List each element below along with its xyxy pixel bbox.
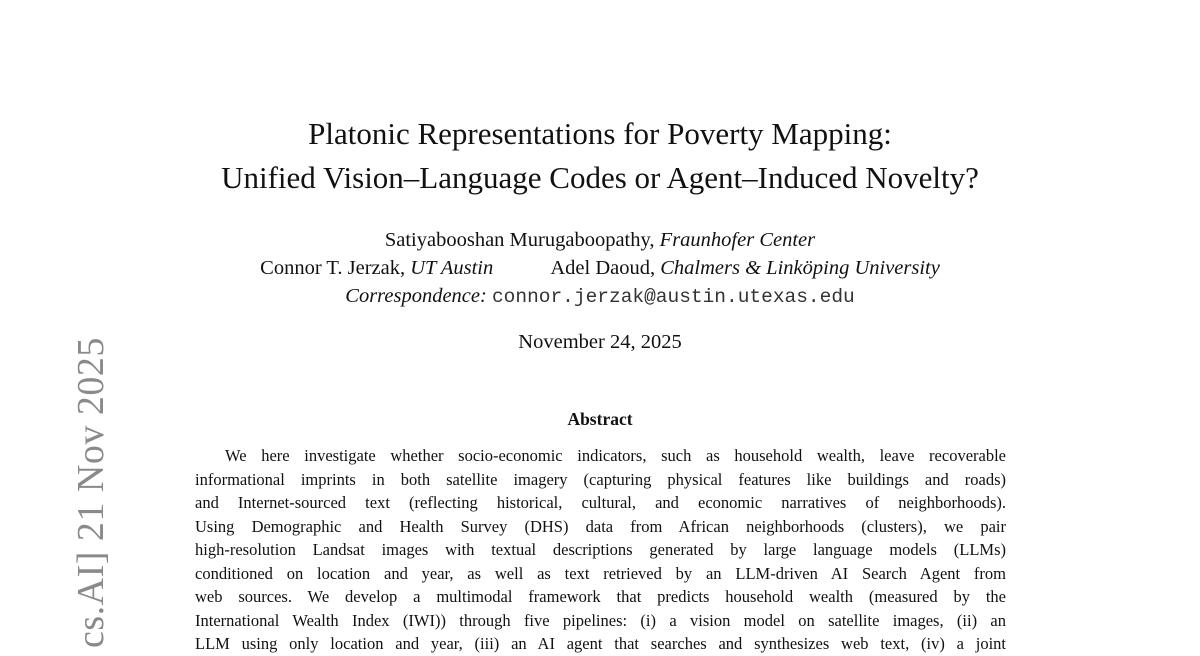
abstract-body [195, 444, 1006, 656]
abstract-heading: Abstract [567, 409, 633, 429]
abstract-line: web sources. We develop a multimodal framework that predicts household wealth (measured by the [195, 587, 1006, 606]
arxiv-side-stamp [68, 337, 114, 648]
paper-date: November 24, 2025 [518, 331, 682, 353]
correspondence-email[interactable]: connor.jerzak@austin.utexas.edu [491, 286, 855, 308]
abstract-line: high-resolution Landsat images with textual descriptions generated by large language models (LLMs) [195, 540, 1006, 559]
abstract-line: International Wealth Index (IWI)) through five pipelines: (i) a vision model on satellite images, (ii) an [195, 610, 1006, 630]
author-affiliation: Fraunhofer Center [659, 229, 816, 251]
abstract-line: and Internet-sourced text (reflecting historical, cultural, and economic narratives of neighborhoods). [195, 493, 1006, 512]
author-row-1 [0, 226, 1200, 254]
author-name: Satiyabooshan Murugaboopathy, [384, 229, 655, 251]
abstract-line: informational imprints in both satellite imagery (capturing physical features like buildings and roads) [195, 469, 1006, 489]
author-name: Adel Daoud, [550, 257, 656, 279]
abstract-line: LLM using only location and year, (iii) an AI agent that searches and synthesizes web text, (iv) a joint [195, 634, 1006, 653]
abstract-line: conditioned on location and year, as well as text retrieved by an LLM-driven AI Search Agent from [195, 563, 1006, 583]
paper-title [0, 112, 1200, 200]
correspondence-label: Correspondence: [345, 285, 487, 307]
abstract-line: Using Demographic and Health Survey (DHS) data from African neighborhoods (clusters), we pair [195, 516, 1006, 536]
arxiv-side-stamp-text: cs.AI] 21 Nov 2025 [70, 337, 112, 648]
author-affiliation: UT Austin [410, 257, 494, 279]
abstract-line: We here investigate whether socio-economic indicators, such as household wealth, leave recoverable [225, 446, 1006, 465]
author-name: Connor T. Jerzak, [260, 257, 406, 279]
paper-title-line-2: Unified Vision–Language Codes or Agent–Induced Novelty? [221, 160, 979, 195]
paper-title-line-1: Platonic Representations for Poverty Mapping: [308, 116, 892, 151]
author-block [0, 226, 1200, 311]
author-row-2 [0, 254, 1200, 282]
author-affiliation: Chalmers & Linköping University [660, 257, 940, 279]
correspondence-row [0, 282, 1200, 311]
